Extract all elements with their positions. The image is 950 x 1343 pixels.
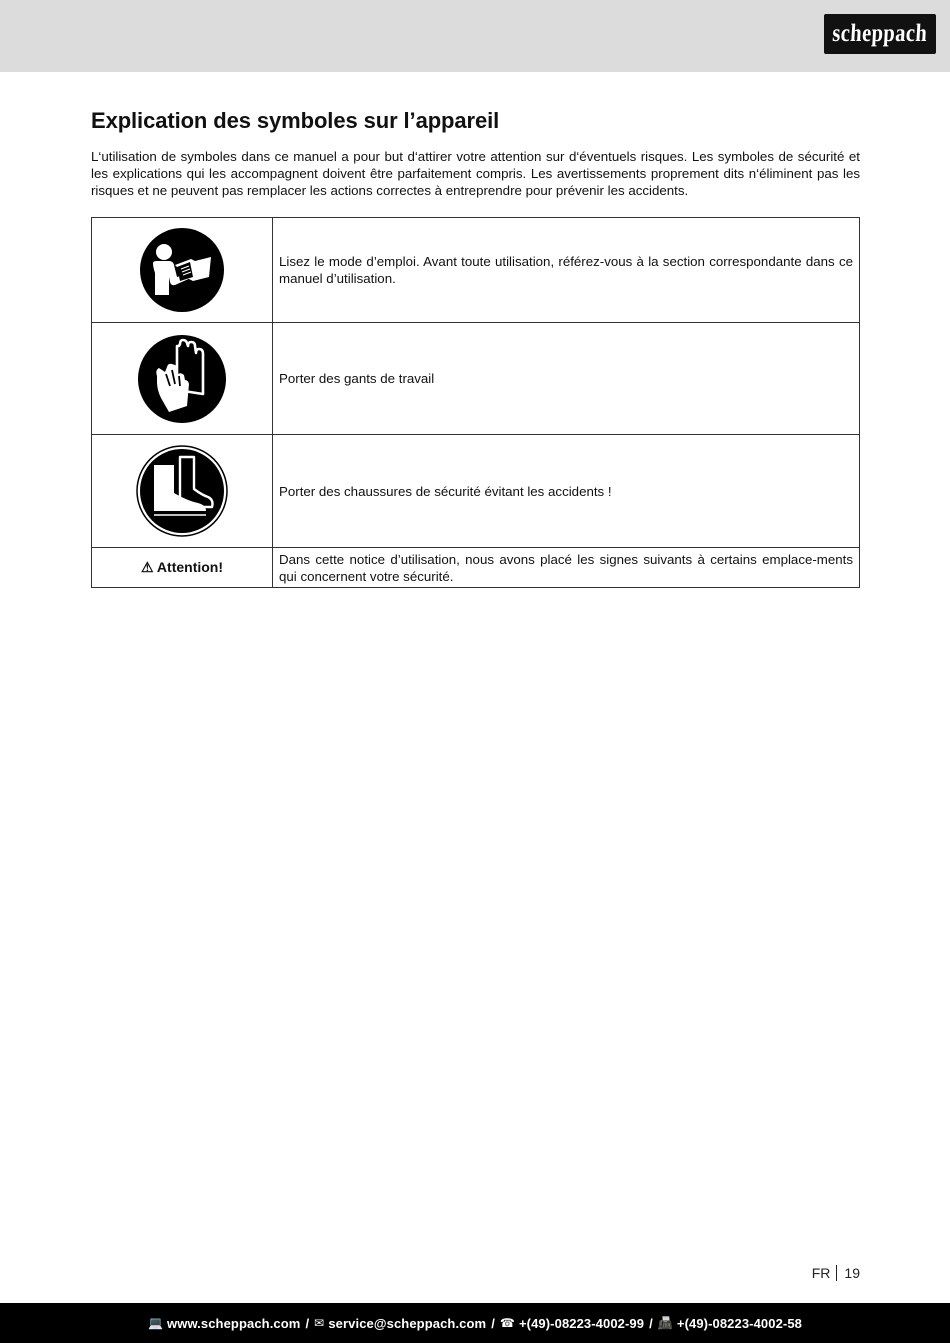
symbol-description: Lisez le mode d’emploi. Avant toute utilisation, référez-vous à la section correspondante dans ce manuel d’utilisation. (273, 218, 860, 323)
page-title: Explication des symboles sur l’appareil (91, 108, 500, 133)
intro-paragraph: L‘utilisation de symboles dans ce manuel a pour but d‘attirer votre attention sur d‘éventuels risques. Les symboles de sécurité et les explications qui les accompagnent doivent être parfaitement compris. Les avertissements proprement dits n‘éliminent pas les risques et ne peuvent pas remplacer les actions correctes à entreprendre pour prévenir les accidents. (91, 149, 860, 198)
website-link[interactable]: www.scheppach.com (167, 1315, 301, 1331)
table-row (92, 548, 860, 588)
table-row (92, 218, 860, 323)
header-band (0, 0, 950, 72)
mail-icon: ✉ (314, 1316, 325, 1330)
language-code: FR (811, 1265, 831, 1281)
symbols-table (91, 217, 860, 588)
symbol-description: Porter des chaussures de sécurité évitant les accidents ! (273, 435, 860, 548)
table-row (92, 435, 860, 548)
fax-number: +(49)-08223-4002-58 (676, 1315, 803, 1331)
attention-description: Dans cette notice d’utilisation, nous avons placé les signes suivants à certains emplace-ments qui concernent votre sécurité. (273, 548, 860, 588)
scheppach-logo (824, 14, 936, 54)
icon-cell (92, 435, 273, 548)
table-row (92, 323, 860, 435)
icon-cell (92, 323, 273, 435)
attention-label: Attention! (156, 559, 224, 575)
email-link[interactable]: service@scheppach.com (328, 1315, 487, 1331)
symbol-description: Porter des gants de travail (273, 323, 860, 435)
computer-icon: 💻 (147, 1316, 164, 1330)
footer-separator: / (491, 1315, 495, 1331)
fax-icon: 📠 (657, 1316, 673, 1330)
footer-separator: / (305, 1315, 310, 1331)
brand-wordmark: scheppach (831, 20, 929, 47)
phone-number: +(49)-08223-4002-99 (518, 1315, 645, 1331)
page-separator (836, 1265, 837, 1281)
safety-boots-icon (136, 445, 228, 537)
read-manual-icon (139, 227, 225, 313)
page-number (812, 1265, 860, 1281)
footer-bar (0, 1303, 950, 1343)
attention-label-cell (92, 548, 273, 588)
warning-icon: ⚠ (140, 559, 154, 575)
footer-separator: / (649, 1315, 653, 1331)
icon-cell (92, 218, 273, 323)
main-content (91, 108, 860, 199)
page-number-value: 19 (844, 1265, 860, 1281)
work-gloves-icon (137, 334, 227, 424)
phone-icon: ☎ (499, 1316, 515, 1330)
